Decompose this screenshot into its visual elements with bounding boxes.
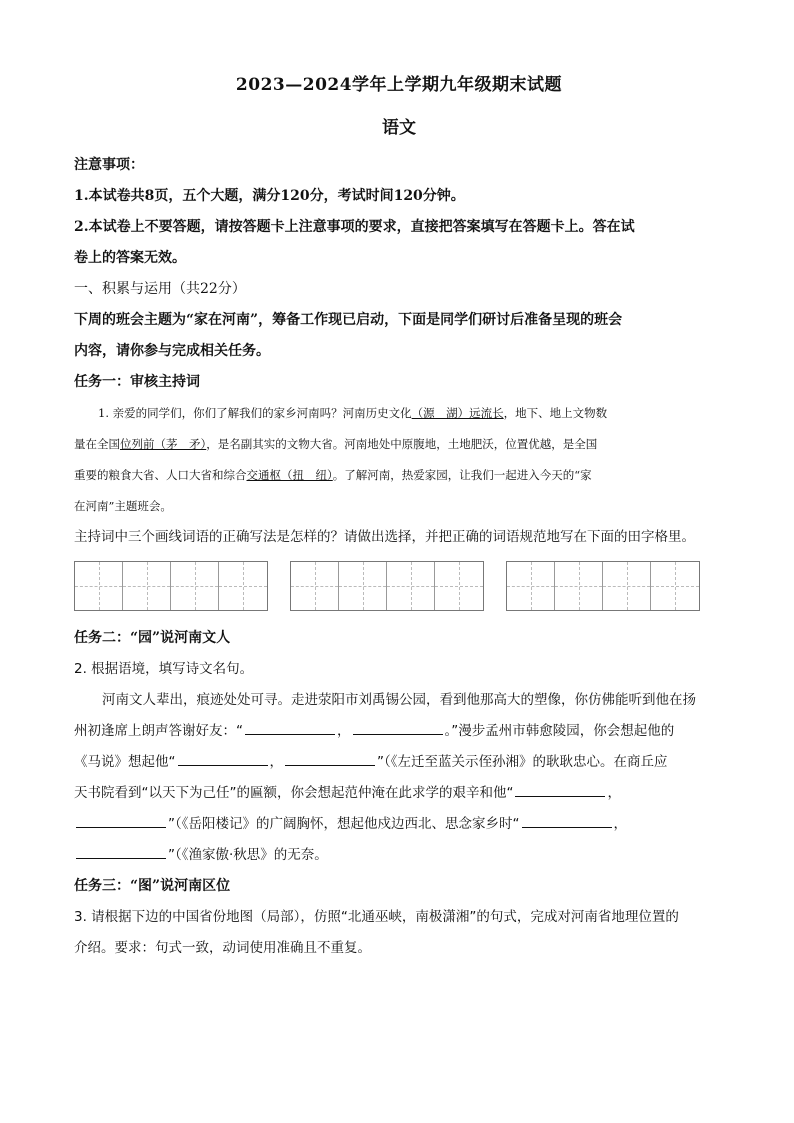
task-1-question: 主持词中三个画线词语的正确写法是怎样的？请做出选择，并把正确的词语规范地写在下面的田字格里。 [74, 529, 695, 545]
host-text: ，是名副其实的文物大省。河南地处中原腹地，土地肥沃，位置优越，是全国 [206, 437, 598, 451]
para-text: 州初逢席上朗声答谢好友：“ [74, 723, 243, 739]
fill-blank[interactable] [76, 812, 166, 828]
para-text: 天书院看到“以天下为己任”的匾额，你会想起范仲淹在此求学的艰辛和他“ [74, 785, 514, 801]
answer-box-1[interactable] [74, 561, 268, 611]
grid-cell[interactable] [171, 562, 219, 610]
para-text: ”（《左迁至蓝关示侄孙湘》的耿耿忠心。在商丘应 [377, 754, 668, 770]
task-2-para-line-6 [74, 840, 724, 871]
para-text: ， [269, 754, 283, 770]
task-1-heading: 任务一：审核主持词 [74, 374, 200, 390]
task-2-para-line-2 [74, 716, 724, 747]
section-1-heading: 一、积累与运用（共22分） [74, 281, 246, 297]
task-2-para-line-4 [74, 778, 724, 809]
notice-item-2-line-1: 2.本试卷上不要答题，请按答题卡上注意事项的要求，直接把答案填写在答题卡上。答在试 [74, 219, 635, 235]
grid-cell[interactable] [387, 562, 435, 610]
para-text: ， [607, 785, 621, 801]
grid-cell[interactable] [291, 562, 339, 610]
host-text: 重要的粮食大省、人口大省和综合 [74, 468, 247, 482]
fill-blank[interactable] [285, 750, 375, 766]
notice-item-2-line-2: 卷上的答案无效。 [74, 250, 186, 266]
para-text: ”（《岳阳楼记》的广阔胸怀，想起他戍边西北、思念家乡时“ [168, 816, 520, 832]
page-title: 2023—2024学年上学期九年级期末试题 [235, 75, 563, 95]
host-text: 量在全国 [74, 437, 120, 451]
task-2-para-line-3 [74, 747, 724, 778]
grid-cell[interactable] [219, 562, 267, 610]
fill-blank[interactable] [353, 719, 443, 735]
underlined-word-3: 交通枢（扭 纽） [246, 468, 333, 482]
fill-blank[interactable] [178, 750, 268, 766]
task-3-question-line-1: 3. 请根据下边的中国省份地图（局部），仿照“北通巫峡，南极潇湘”的句式，完成对河南省地理位置的 [74, 909, 679, 925]
fill-blank[interactable] [522, 812, 612, 828]
para-text: ”（《渔家傲·秋思》的无奈。 [168, 847, 328, 863]
para-text: ， [337, 723, 351, 739]
para-text: ， [613, 816, 627, 832]
fill-blank[interactable] [76, 843, 166, 859]
para-text: 《马说》想起他“ [74, 754, 176, 770]
host-text: 。了解河南，热爱家园，让我们一起进入今天的“家 [332, 468, 592, 482]
underlined-word-2: 位列前（茅 矛） [120, 437, 207, 451]
grid-cell[interactable] [603, 562, 651, 610]
fill-blank[interactable] [245, 719, 335, 735]
task-2-question: 2. 根据语境，填写诗文名句。 [74, 661, 254, 677]
host-text: ，地下、地上文物数 [503, 406, 608, 420]
grid-cell[interactable] [123, 562, 171, 610]
grid-cell[interactable] [555, 562, 603, 610]
host-script-line-3 [74, 460, 724, 491]
grid-cell[interactable] [75, 562, 123, 610]
notice-item-1: 1.本试卷共8页，五个大题，满分120分，考试时间120分钟。 [74, 188, 465, 204]
answer-box-3[interactable] [506, 561, 700, 611]
answer-box-2[interactable] [290, 561, 484, 611]
grid-cell[interactable] [651, 562, 699, 610]
task-2-para-line-1: 河南文人辈出，痕迹处处可寻。走进荥阳市刘禹锡公园，看到他那高大的塑像，你仿佛能听到他在扬 [102, 692, 696, 708]
task-2-para-line-5 [74, 809, 724, 840]
host-script-line-1 [74, 398, 724, 429]
task-3-question-line-2: 介绍。要求：句式一致，动词使用准确且不重复。 [74, 940, 371, 956]
task-3-heading: 任务三：“图”说河南区位 [74, 878, 231, 894]
task-2-heading: 任务二：“园”说河南文人 [74, 630, 231, 646]
grid-cell[interactable] [435, 562, 483, 610]
grid-cell[interactable] [507, 562, 555, 610]
section-1-intro-line-2: 内容，请你参与完成相关任务。 [74, 343, 270, 359]
para-text: 。”漫步孟州市韩愈陵园，你会想起他的 [444, 723, 675, 739]
section-1-intro-line-1: 下周的班会主题为“家在河南”，筹备工作现已启动，下面是同学们研讨后准备呈现的班会 [74, 312, 623, 328]
subject-title: 语文 [382, 118, 416, 138]
host-text: 1. 亲爱的同学们，你们了解我们的家乡河南吗？河南历史文化 [98, 406, 412, 420]
exam-page [74, 70, 724, 964]
tianzige-answer-grid [74, 561, 724, 611]
underlined-word-1: （源 湖）远流长 [411, 406, 504, 420]
notice-heading: 注意事项： [74, 157, 144, 173]
fill-blank[interactable] [515, 781, 605, 797]
host-script-line-2 [74, 429, 724, 460]
host-script-line-4: 在河南”主题班会。 [74, 499, 172, 513]
grid-cell[interactable] [339, 562, 387, 610]
